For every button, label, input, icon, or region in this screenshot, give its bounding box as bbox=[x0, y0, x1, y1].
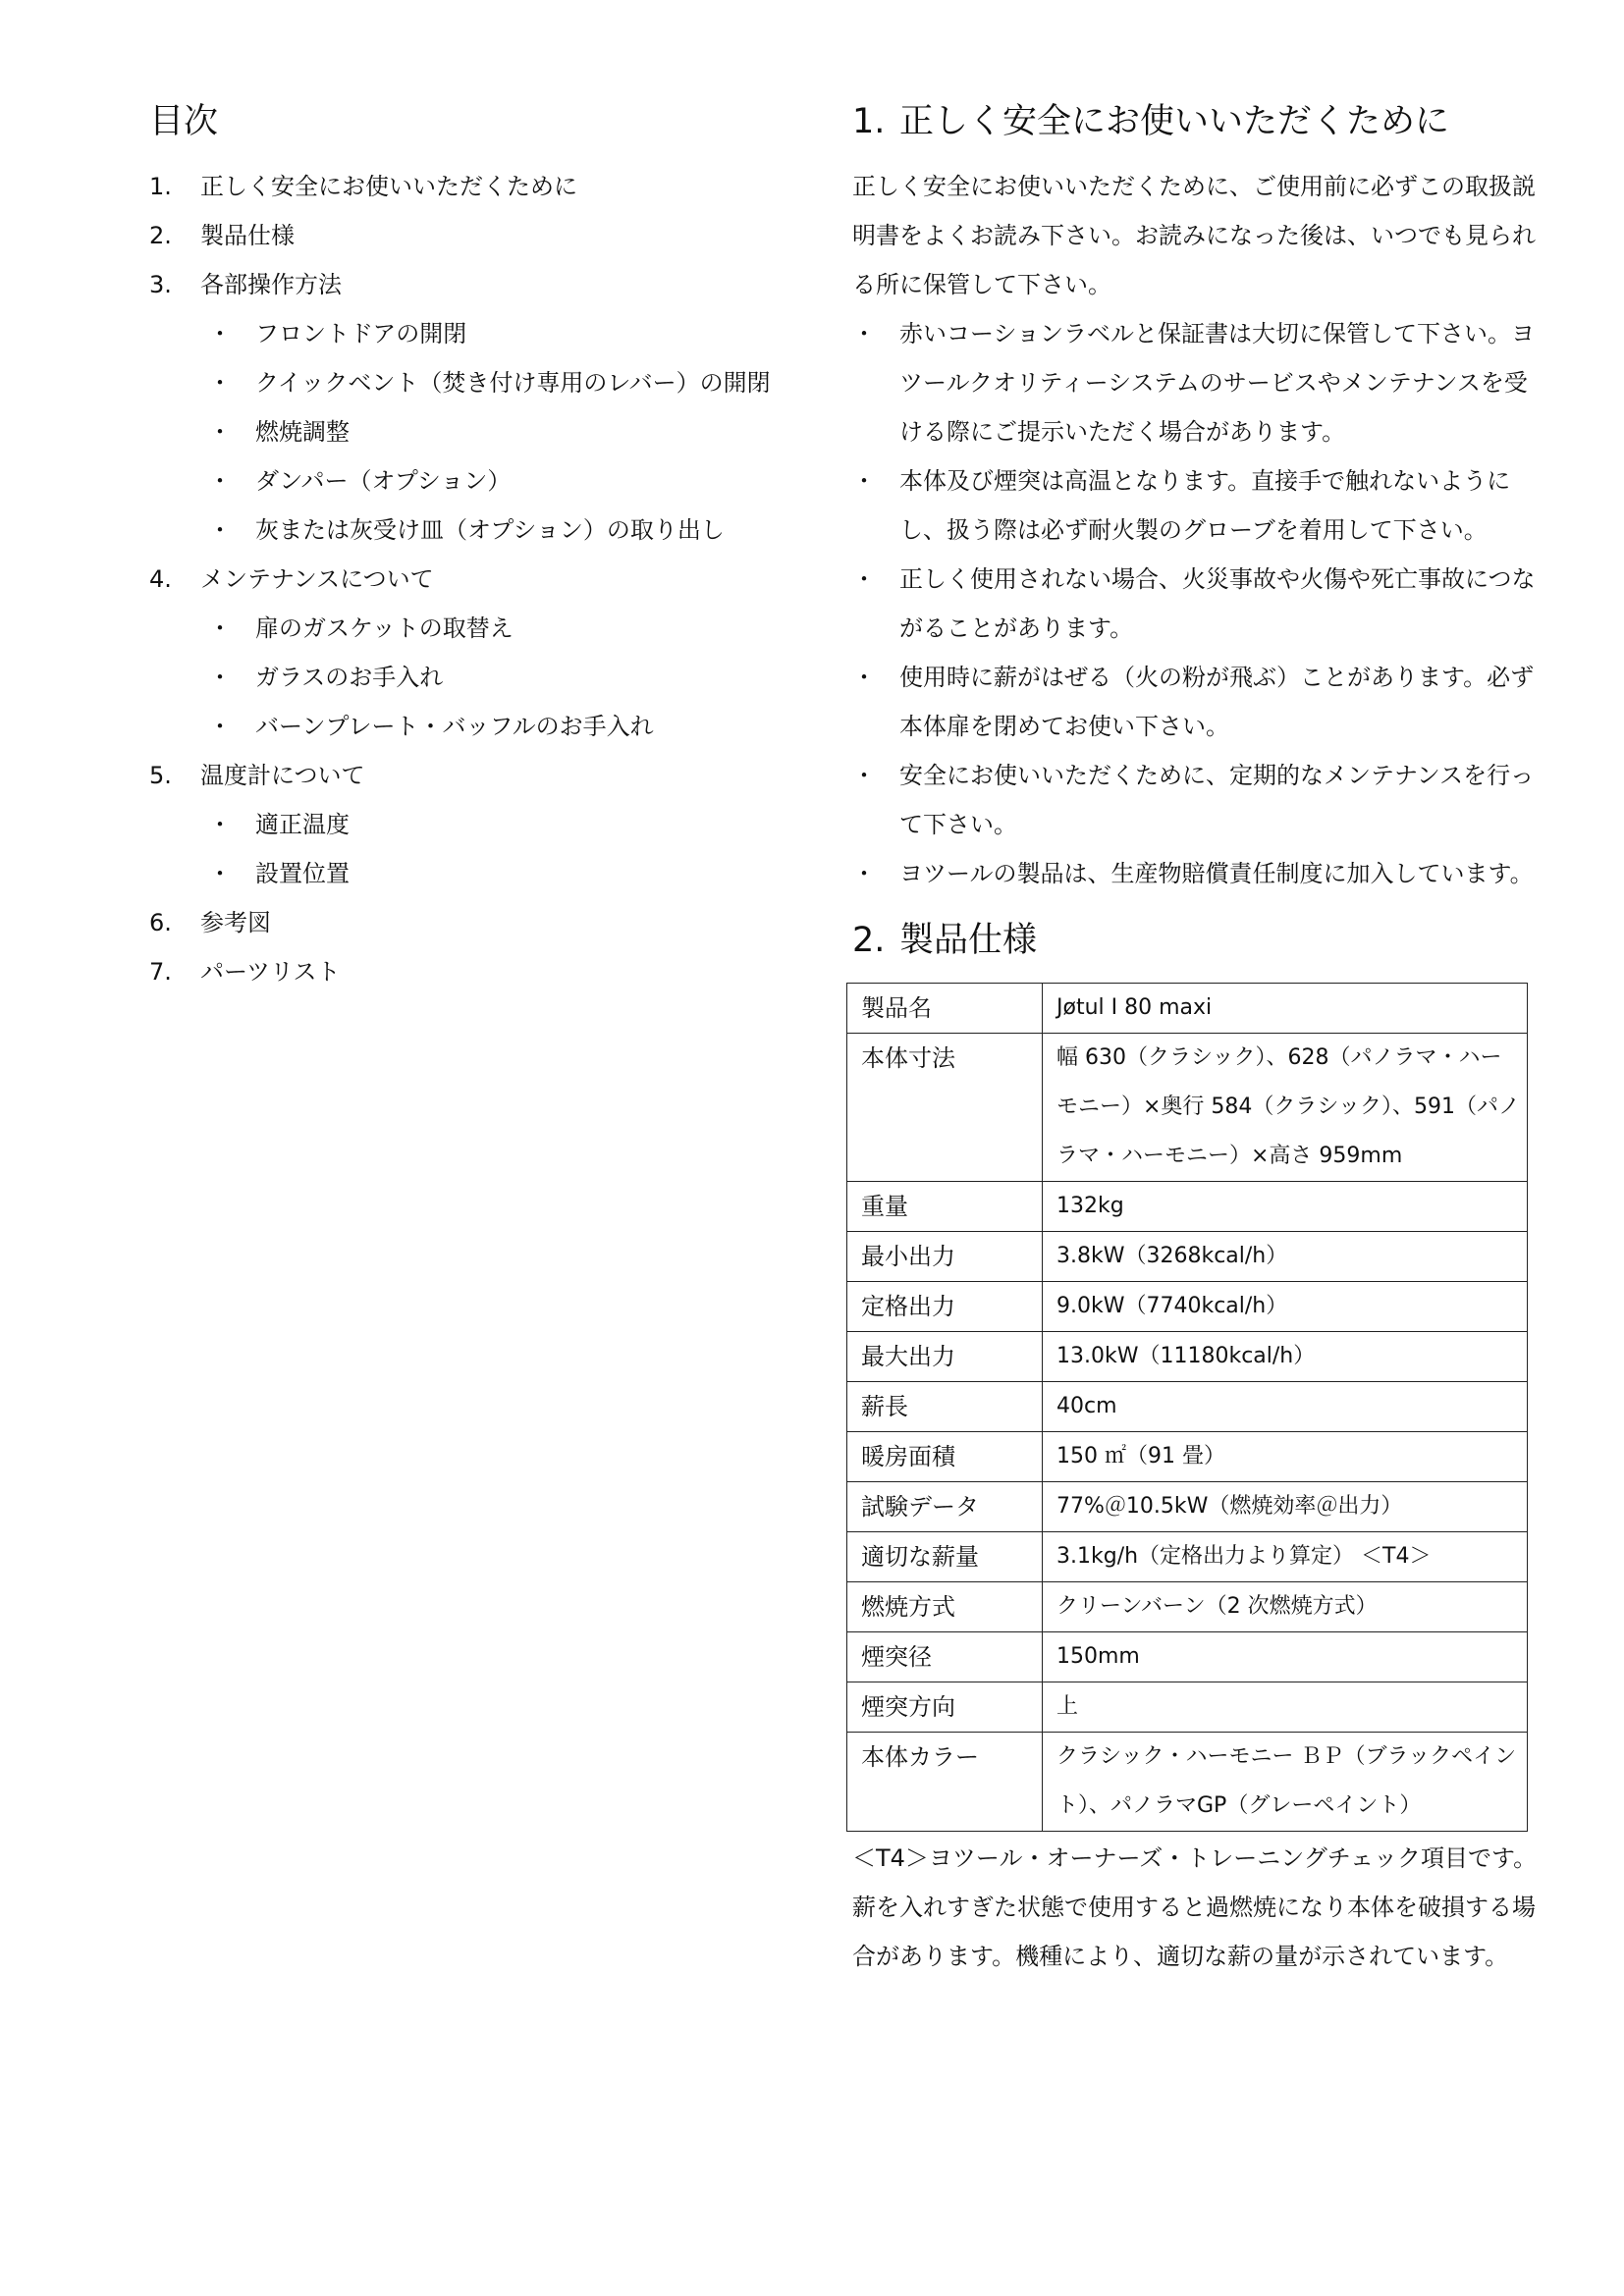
toc-item bbox=[149, 947, 817, 996]
spec-row bbox=[847, 1282, 1528, 1332]
toc-subitem bbox=[149, 604, 817, 653]
spec-key: 本体カラー bbox=[847, 1733, 1043, 1832]
toc-item-number: 7. bbox=[149, 958, 172, 986]
spec-value: 3.1kg/h（定格出力より算定） ＜T4＞ bbox=[1043, 1532, 1528, 1582]
safety-bullet-item bbox=[852, 751, 1540, 849]
bullet-icon: ・ bbox=[208, 467, 232, 495]
toc-subitem bbox=[149, 358, 817, 407]
toc-subitem-label: 灰または灰受け皿（オプション）の取り出し bbox=[255, 516, 725, 544]
spec-key: 本体寸法 bbox=[847, 1034, 1043, 1182]
bullet-icon: ・ bbox=[852, 565, 876, 593]
section1-number: 1. bbox=[852, 102, 886, 141]
spec-row bbox=[847, 984, 1528, 1034]
toc-item-label: メンテナンスについて bbox=[200, 565, 434, 593]
toc-subitem-label: ダンパー（オプション） bbox=[255, 467, 512, 495]
toc-item-label: パーツリスト bbox=[200, 958, 341, 986]
spec-key: 燃焼方式 bbox=[847, 1582, 1043, 1632]
toc-item-number: 2. bbox=[149, 222, 172, 249]
bullet-icon: ・ bbox=[852, 762, 876, 789]
spec-value: 3.8kW（3268kcal/h） bbox=[1043, 1232, 1528, 1282]
t4-note: ＜T4＞ヨツール・オーナーズ・トレーニングチェック項目です。薪を入れすぎた状態で使用すると過燃焼になり本体を破損する場合があります。機種により、適切な薪の量が示されています。 bbox=[852, 1844, 1538, 1970]
safety-bullet-text: 赤いコーションラベルと保証書は大切に保管して下さい。ヨツールクオリティーシステムのサービスやメンテナンスを受ける際にご提示いただく場合があります。 bbox=[899, 320, 1536, 446]
toc-item-number: 1. bbox=[149, 173, 172, 200]
spec-value: Jøtul I 80 maxi bbox=[1043, 984, 1528, 1034]
section2-heading bbox=[852, 912, 1540, 969]
toc-subitem-label: 扉のガスケットの取替え bbox=[255, 614, 514, 642]
toc-item-label: 製品仕様 bbox=[200, 222, 295, 249]
safety-bullet-item bbox=[852, 309, 1540, 456]
toc-subitem bbox=[149, 309, 817, 358]
toc-subitem bbox=[149, 456, 817, 506]
spec-row bbox=[847, 1034, 1528, 1182]
spec-row bbox=[847, 1232, 1528, 1282]
spec-row bbox=[847, 1682, 1528, 1733]
spec-row bbox=[847, 1182, 1528, 1232]
bullet-icon: ・ bbox=[208, 713, 232, 740]
spec-row bbox=[847, 1432, 1528, 1482]
bullet-icon: ・ bbox=[208, 320, 232, 347]
section1-heading bbox=[852, 93, 1540, 150]
section1-title: 正しく安全にお使いいただくために bbox=[899, 102, 1450, 141]
safety-bullet-text: 本体及び煙突は高温となります。直接手で触れないようにし、扱う際は必ず耐火製のグローブを着用して下さい。 bbox=[899, 467, 1511, 544]
spec-value: 幅 630（クラシック）、628（パノラマ・ハーモニー）×奥行 584（クラシック）、591（パノラマ・ハーモニー）×高さ 959mm bbox=[1043, 1034, 1528, 1182]
toc-item bbox=[149, 211, 817, 260]
spec-key: 最小出力 bbox=[847, 1232, 1043, 1282]
toc-subitem-label: フロントドアの開閉 bbox=[255, 320, 467, 347]
bullet-icon: ・ bbox=[208, 811, 232, 838]
spec-key: 定格出力 bbox=[847, 1282, 1043, 1332]
section1-intro: 正しく安全にお使いいただくために、ご使用前に必ずこの取扱説明書をよくお読み下さい。お読みになった後は、いつでも見られる所に保管して下さい。 bbox=[852, 173, 1536, 298]
spec-row bbox=[847, 1582, 1528, 1632]
safety-bullet-text: ヨツールの製品は、生産物賠償責任制度に加入しています。 bbox=[899, 860, 1534, 887]
toc-list bbox=[149, 162, 817, 996]
spec-key: 煙突径 bbox=[847, 1632, 1043, 1682]
bullet-icon: ・ bbox=[852, 664, 876, 691]
bullet-icon: ・ bbox=[208, 369, 232, 397]
toc-subitem-label: 適正温度 bbox=[255, 811, 350, 838]
safety-bullet-text: 正しく使用されない場合、火災事故や火傷や死亡事故につながることがあります。 bbox=[899, 565, 1536, 642]
toc-subitem bbox=[149, 702, 817, 751]
bullet-icon: ・ bbox=[208, 664, 232, 691]
safety-bullet-text: 安全にお使いいただくために、定期的なメンテナンスを行って下さい。 bbox=[899, 762, 1535, 838]
spec-key: 試験データ bbox=[847, 1482, 1043, 1532]
toc-item bbox=[149, 898, 817, 947]
toc-subitem-label: 燃焼調整 bbox=[255, 418, 350, 446]
main-content bbox=[852, 93, 1540, 1981]
bullet-icon: ・ bbox=[208, 418, 232, 446]
bullet-icon: ・ bbox=[852, 320, 876, 347]
spec-row bbox=[847, 1332, 1528, 1382]
spec-value: 150 ㎡（91 畳） bbox=[1043, 1432, 1528, 1482]
bullet-icon: ・ bbox=[852, 860, 876, 887]
spec-value: 132kg bbox=[1043, 1182, 1528, 1232]
spec-row bbox=[847, 1382, 1528, 1432]
spec-value: 150mm bbox=[1043, 1632, 1528, 1682]
toc-title: 目次 bbox=[149, 102, 219, 141]
toc-subitem-label: クイックベント（焚き付け専用のレバー）の開閉 bbox=[255, 369, 771, 397]
safety-bullet-text: 使用時に薪がはぜる（火の粉が飛ぶ）ことがあります。必ず本体扉を閉めてお使い下さい。 bbox=[899, 664, 1535, 740]
spec-key: 重量 bbox=[847, 1182, 1043, 1232]
toc-item-number: 6. bbox=[149, 909, 172, 936]
spec-value: 77%＠10.5kW（燃焼効率＠出力） bbox=[1043, 1482, 1528, 1532]
spec-value: クリーンバーン（2 次燃焼方式） bbox=[1043, 1582, 1528, 1632]
bullet-icon: ・ bbox=[852, 467, 876, 495]
bullet-icon: ・ bbox=[208, 860, 232, 887]
toc-item-label: 各部操作方法 bbox=[200, 271, 342, 298]
toc-subitem bbox=[149, 849, 817, 898]
spec-value: 40cm bbox=[1043, 1382, 1528, 1432]
toc-subitem bbox=[149, 800, 817, 849]
toc-item bbox=[149, 751, 817, 800]
bullet-icon: ・ bbox=[208, 516, 232, 544]
toc-item-label: 正しく安全にお使いいただくために bbox=[200, 173, 577, 200]
spec-key: 煙突方向 bbox=[847, 1682, 1043, 1733]
spec-row bbox=[847, 1733, 1528, 1832]
spec-key: 薪長 bbox=[847, 1382, 1043, 1432]
toc-item bbox=[149, 162, 817, 211]
spec-value: クラシック・ハーモニー ＢＰ（ブラックペイント）、パノラマGP（グレーペイント） bbox=[1043, 1733, 1528, 1832]
spec-value: 9.0kW（7740kcal/h） bbox=[1043, 1282, 1528, 1332]
toc-subitem-label: ガラスのお手入れ bbox=[255, 664, 444, 691]
spec-row bbox=[847, 1632, 1528, 1682]
toc-subitem bbox=[149, 506, 817, 555]
spec-key: 適切な薪量 bbox=[847, 1532, 1043, 1582]
bullet-icon: ・ bbox=[208, 614, 232, 642]
toc-item-number: 4. bbox=[149, 565, 172, 593]
spec-value: 上 bbox=[1043, 1682, 1528, 1733]
toc-item bbox=[149, 555, 817, 604]
spec-row bbox=[847, 1482, 1528, 1532]
toc-item-number: 3. bbox=[149, 271, 172, 298]
safety-bullet-item bbox=[852, 555, 1540, 653]
spec-key: 最大出力 bbox=[847, 1332, 1043, 1382]
spec-key: 製品名 bbox=[847, 984, 1043, 1034]
table-of-contents bbox=[149, 93, 817, 996]
section1-bullet-list bbox=[852, 309, 1540, 898]
toc-item bbox=[149, 260, 817, 309]
spec-row bbox=[847, 1532, 1528, 1582]
toc-item-label: 参考図 bbox=[200, 909, 271, 936]
spec-table bbox=[846, 983, 1528, 1832]
safety-bullet-item bbox=[852, 653, 1540, 751]
section2-title: 製品仕様 bbox=[899, 921, 1038, 960]
toc-subitem-label: バーンプレート・バッフルのお手入れ bbox=[255, 713, 654, 740]
safety-bullet-item bbox=[852, 456, 1540, 555]
toc-subitem bbox=[149, 407, 817, 456]
section2-number: 2. bbox=[852, 921, 886, 960]
spec-value: 13.0kW（11180kcal/h） bbox=[1043, 1332, 1528, 1382]
spec-key: 暖房面積 bbox=[847, 1432, 1043, 1482]
toc-item-number: 5. bbox=[149, 762, 172, 789]
toc-subitem bbox=[149, 653, 817, 702]
toc-item-label: 温度計について bbox=[200, 762, 365, 789]
safety-bullet-item bbox=[852, 849, 1540, 898]
toc-subitem-label: 設置位置 bbox=[255, 860, 350, 887]
